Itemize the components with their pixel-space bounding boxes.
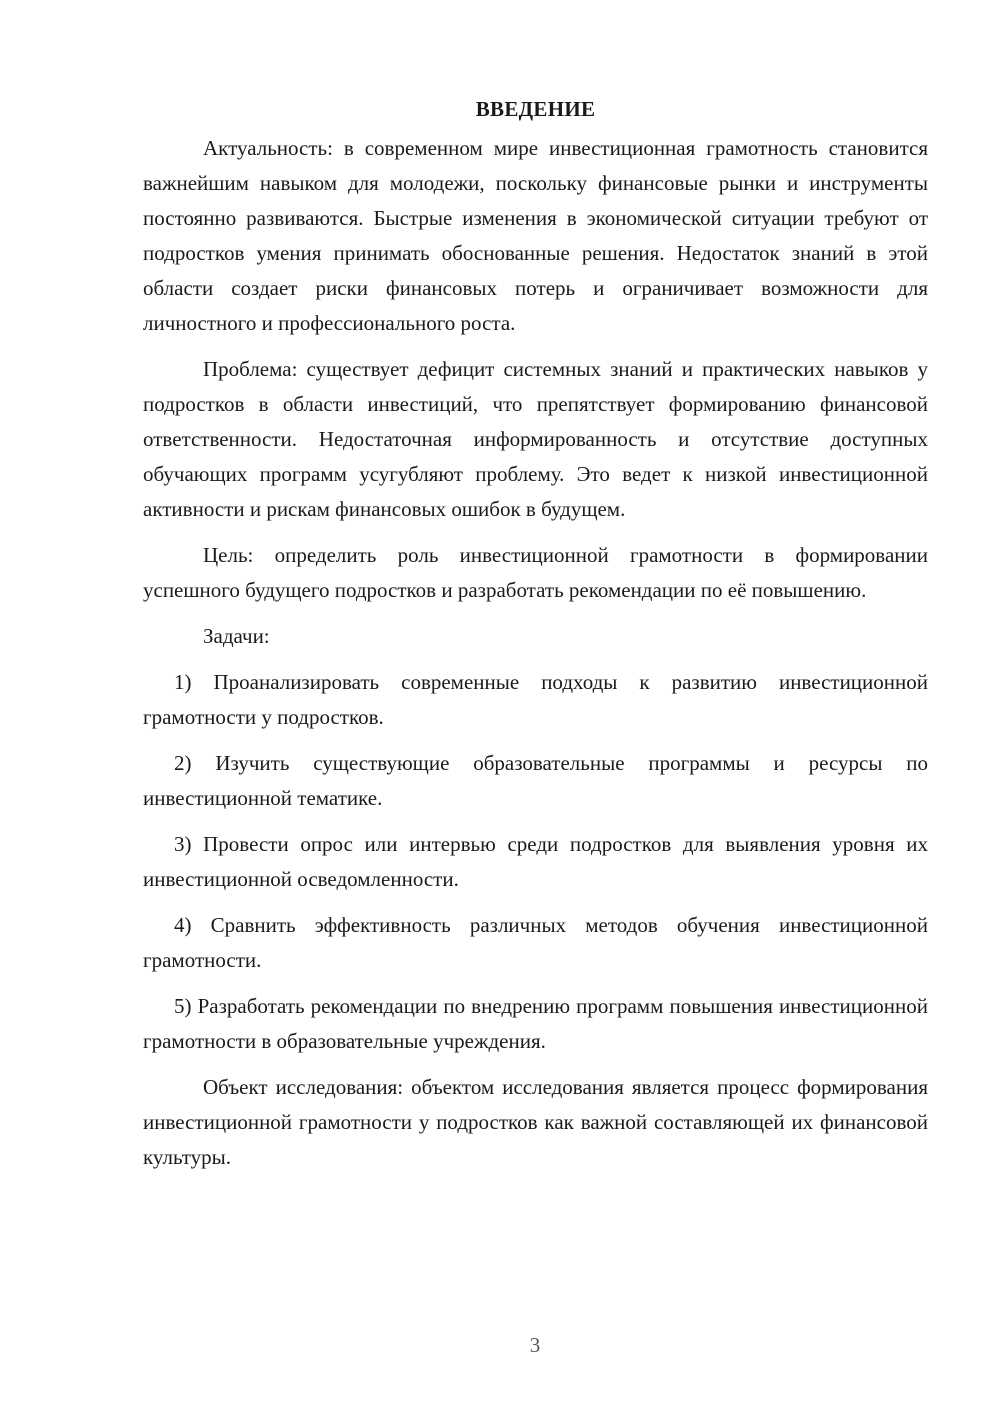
task-item-5: 5) Разработать рекомендации по внедрению программ повышения инвестиционной грамотности в образовательные учреждения. — [143, 994, 928, 1053]
tasks-label: Задачи: — [203, 624, 270, 648]
page-number: 3 — [529, 1333, 541, 1357]
task-item-3: 3) Провести опрос или интервью среди подростков для выявления уровня их инвестиционной осведомленности. — [143, 832, 928, 891]
problem-paragraph: Проблема: существует дефицит системных знаний и практических навыков у подростков в области инвестиций, что препятствует формированию финансовой ответственности. Недостаточная информированность и отсутствие доступных обучающих программ усугубляют проблему. Это ведет к низкой инвестиционной активности и рискам финансовых ошибок в будущем. — [143, 357, 928, 521]
document-page — [143, 92, 928, 1186]
task-item-2: 2) Изучить существующие образовательные программы и ресурсы по инвестиционной тематике. — [143, 751, 928, 810]
section-heading: ВВЕДЕНИЕ — [475, 97, 596, 121]
relevance-paragraph: Актуальность: в современном мире инвестиционная грамотность становится важнейшим навыком для молодежи, поскольку финансовые рынки и инструменты постоянно развиваются. Быстрые изменения в экономической ситуации требуют от подростков умения принимать обоснованные решения. Недостаток знаний в этой области создает риски финансовых потерь и ограничивает возможности для личностного и профессионального роста. — [143, 136, 928, 335]
task-item-1: 1) Проанализировать современные подходы к развитию инвестиционной грамотности у подростков. — [143, 670, 928, 729]
task-item-4: 4) Сравнить эффективность различных методов обучения инвестиционной грамотности. — [143, 913, 928, 972]
goal-paragraph: Цель: определить роль инвестиционной грамотности в формировании успешного будущего подростков и разработать рекомендации по её повышению. — [143, 543, 928, 602]
object-paragraph: Объект исследования: объектом исследования является процесс формирования инвестиционной грамотности у подростков как важной составляющей их финансовой культуры. — [143, 1075, 928, 1169]
